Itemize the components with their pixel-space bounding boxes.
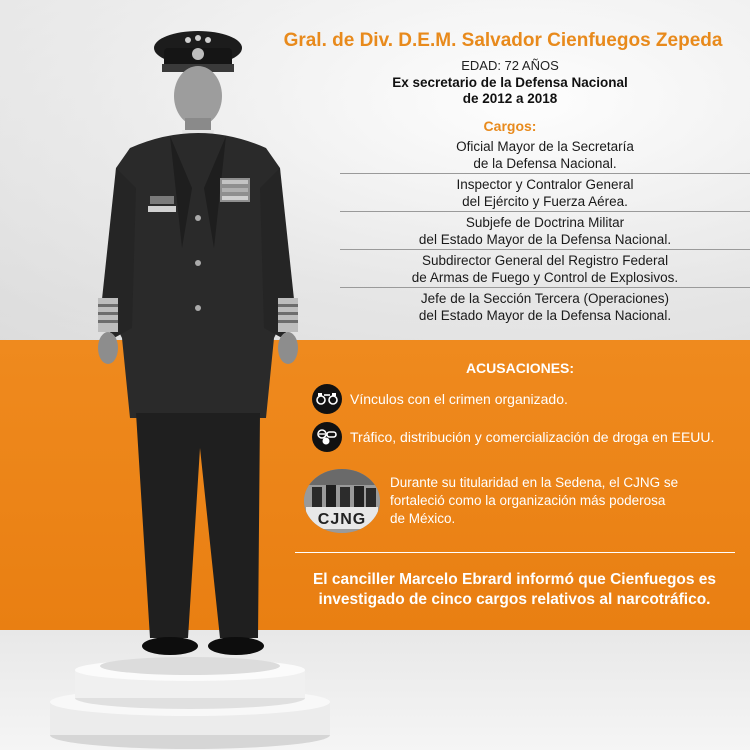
cargo-line: del Estado Mayor de la Defensa Nacional. [418, 308, 672, 323]
closing-statement [292, 570, 737, 610]
cargo-item [340, 174, 750, 212]
cjng-line: Durante su titularidad en la Sedena, el CJNG se [390, 475, 679, 490]
page-title: Gral. de Div. D.E.M. Salvador Cienfuegos Zepeda [283, 30, 723, 51]
accusation-organized-crime [312, 384, 568, 414]
handcuffs-icon [312, 384, 342, 414]
cargo-line: Jefe de la Sección Tercera (Operaciones) [420, 291, 670, 306]
accusation-cjng [304, 469, 710, 533]
cargo-list [300, 136, 750, 326]
age-label: EDAD: 72 AÑOS [461, 58, 559, 73]
accusation-text: Tráfico, distribución y comercialización de droga en EEUU. [350, 429, 715, 445]
cargo-line: de la Defensa Nacional. [473, 155, 617, 171]
subtitle [300, 75, 720, 107]
cargo-item [340, 288, 750, 326]
cargos-heading: Cargos: [483, 118, 537, 134]
cargo-item [340, 212, 750, 250]
cargo-line: Oficial Mayor de la Secretaría [456, 138, 634, 154]
accusation-text: Vínculos con el crimen organizado. [350, 391, 568, 407]
cjng-text [390, 474, 710, 528]
cjng-photo [304, 469, 380, 533]
subtitle-line-1: Ex secretario de la Defensa Nacional [392, 75, 628, 90]
cargo-line: Subdirector General del Registro Federal [421, 252, 669, 268]
cjng-line: de México. [390, 511, 456, 526]
divider [295, 552, 735, 553]
jacket [112, 133, 284, 418]
cargo-line: Subjefe de Doctrina Militar [465, 214, 625, 230]
pills-icon [312, 422, 342, 452]
subtitle-line-2: de 2012 a 2018 [462, 91, 558, 106]
accusation-drug-trafficking [312, 422, 714, 452]
cargo-line: del Estado Mayor de la Defensa Nacional. [418, 231, 672, 247]
trousers [136, 413, 260, 638]
cargo-line: Inspector y Contralor General [456, 176, 634, 192]
closing-line: investigado de cinco cargos relativos al narcotráfico. [318, 591, 711, 608]
face [174, 66, 222, 126]
cargo-item [340, 136, 750, 174]
cargo-line: de Armas de Fuego y Control de Explosivos. [411, 269, 679, 285]
cjng-badge: CJNG [317, 511, 367, 528]
acusaciones-heading: ACUSACIONES: [465, 360, 575, 376]
closing-line: El canciller Marcelo Ebrard informó que Cienfuegos es [312, 571, 717, 588]
cargo-item [340, 250, 750, 288]
cargo-line: del Ejército y Fuerza Aérea. [462, 193, 628, 209]
cjng-line: fortaleció como la organización más poderosa [390, 493, 666, 508]
officer-figure [70, 18, 330, 668]
